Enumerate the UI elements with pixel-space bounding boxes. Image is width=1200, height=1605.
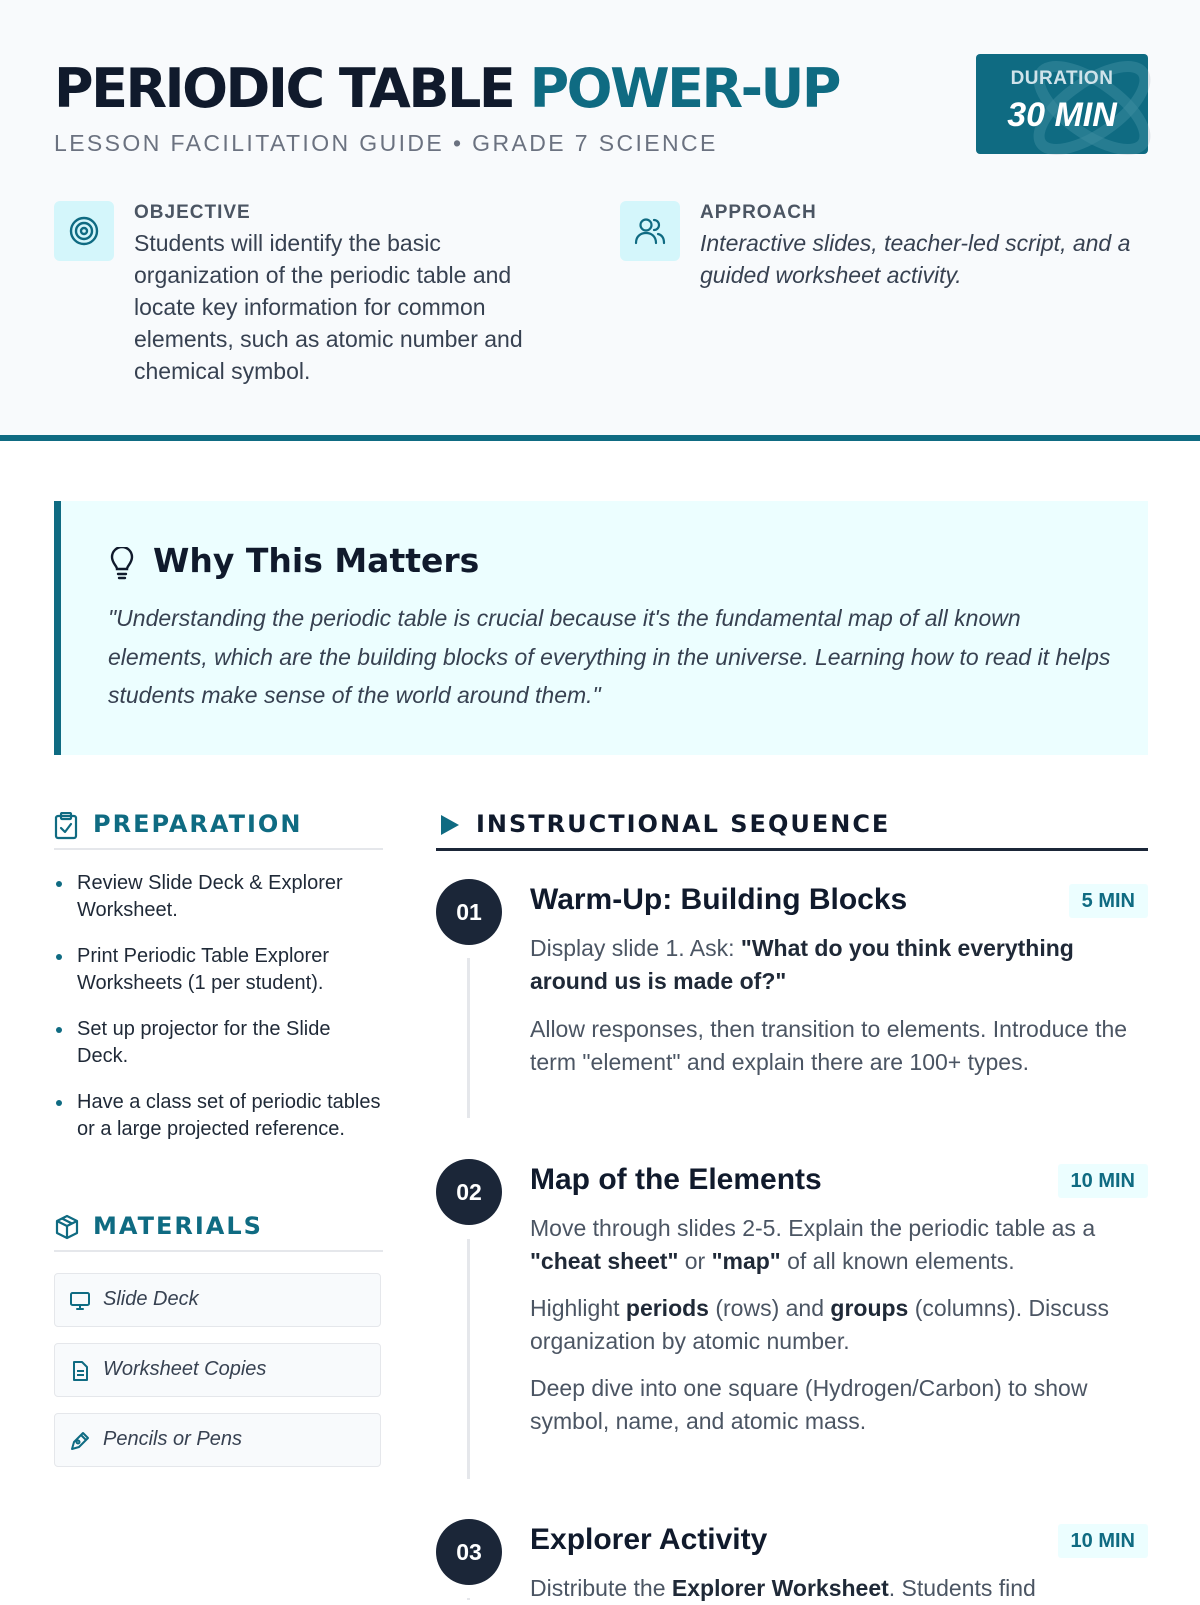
clipboard-icon	[54, 812, 78, 840]
play-icon	[438, 813, 462, 837]
sequence-heading: INSTRUCTIONAL SEQUENCE	[476, 810, 891, 838]
material-card	[54, 1273, 381, 1327]
pen-icon	[69, 1430, 91, 1452]
users-icon	[620, 201, 680, 261]
duration-value: 30 MIN	[1007, 96, 1117, 134]
step-title: Explorer Activity	[530, 1523, 768, 1556]
step-emphasis: periods	[625, 1295, 709, 1321]
step-question: "What do you think everything around us is made of?"	[530, 935, 1074, 994]
step-connector	[467, 1239, 470, 1479]
step-text: Highlight	[530, 1295, 626, 1321]
lesson-header	[0, 0, 1200, 441]
list-item: Print Periodic Table Explorer Worksheets (1 per student).	[54, 943, 384, 996]
page-subtitle: LESSON FACILITATION GUIDE • GRADE 7 SCIENCE	[54, 130, 718, 156]
lightbulb-icon	[109, 547, 135, 581]
step-paragraph	[530, 932, 1150, 998]
step-paragraph	[530, 1572, 1150, 1605]
preparation-list	[54, 870, 384, 1162]
approach-label: APPROACH	[700, 202, 817, 223]
duration-badge	[976, 54, 1148, 154]
target-icon	[54, 201, 114, 261]
step-number: 01	[436, 879, 502, 945]
step-text: or	[678, 1248, 712, 1274]
title-accent: POWER-UP	[529, 57, 839, 120]
step-connector	[467, 958, 470, 1118]
material-label: Pencils or Pens	[103, 1428, 242, 1450]
objective-label: OBJECTIVE	[134, 202, 251, 223]
materials-heading: MATERIALS	[93, 1212, 263, 1240]
step-paragraph	[530, 1292, 1150, 1358]
objective-text: Students will identify the basic organization of the periodic table and locate key information for common elements, such as atomic number and chemical symbol.	[134, 230, 523, 384]
step-number: 03	[436, 1519, 502, 1585]
list-item: Set up projector for the Slide Deck.	[54, 1016, 384, 1069]
list-item: Have a class set of periodic tables or a large projected reference.	[54, 1089, 384, 1142]
page-title	[54, 55, 839, 123]
step-paragraph	[530, 1212, 1150, 1278]
why-title: Why This Matters	[153, 541, 480, 580]
step-emphasis: groups	[830, 1295, 909, 1321]
duration-label: DURATION	[1010, 68, 1114, 89]
step-text: Distribute the	[530, 1575, 672, 1601]
material-card	[54, 1343, 381, 1397]
material-label: Slide Deck	[103, 1288, 199, 1310]
step-text: of all known elements.	[780, 1248, 1015, 1274]
sequence-divider	[436, 848, 1148, 851]
step-paragraph: Deep dive into one square (Hydrogen/Carbon) to show symbol, name, and atomic mass.	[530, 1375, 1088, 1434]
step-time-badge: 10 MIN	[1058, 1164, 1148, 1198]
materials-divider	[54, 1250, 383, 1252]
material-label: Worksheet Copies	[103, 1358, 267, 1380]
step-text: Display slide 1. Ask:	[530, 935, 741, 961]
step-text: . Students find	[888, 1575, 1036, 1601]
step-number: 02	[436, 1159, 502, 1225]
step-text: (columns). Discuss organization by atomic number.	[530, 1295, 1110, 1354]
document-icon	[69, 1360, 91, 1382]
why-quote: "Understanding the periodic table is crucial because it's the fundamental map of all known elements, which are the building blocks of everything in the universe. Learning how to read it helps students make sense of the world around them."	[108, 605, 1111, 708]
step-title: Map of the Elements	[530, 1163, 822, 1196]
approach-text: Interactive slides, teacher-led script, and a guided worksheet activity.	[700, 230, 1131, 288]
why-this-matters-callout	[54, 501, 1148, 755]
step-text: Move through slides 2-5. Explain the periodic table as a	[530, 1215, 1096, 1241]
step-time-badge: 5 MIN	[1069, 884, 1148, 918]
step-text: (rows) and	[708, 1295, 831, 1321]
title-main: PERIODIC TABLE	[54, 57, 514, 120]
step-emphasis: "map"	[711, 1248, 781, 1274]
preparation-divider	[54, 848, 383, 850]
step-emphasis: "cheat sheet"	[530, 1248, 679, 1274]
step-title: Warm-Up: Building Blocks	[530, 883, 908, 916]
preparation-heading: PREPARATION	[93, 810, 303, 838]
step-paragraph: Allow responses, then transition to elements. Introduce the term "element" and explain there are 100+ types.	[530, 1016, 1128, 1075]
box-icon	[54, 1214, 80, 1240]
material-card	[54, 1413, 381, 1467]
list-item: Review Slide Deck & Explorer Worksheet.	[54, 870, 384, 923]
monitor-icon	[69, 1290, 91, 1312]
step-emphasis: Explorer Worksheet	[671, 1575, 889, 1601]
step-time-badge: 10 MIN	[1058, 1524, 1148, 1558]
